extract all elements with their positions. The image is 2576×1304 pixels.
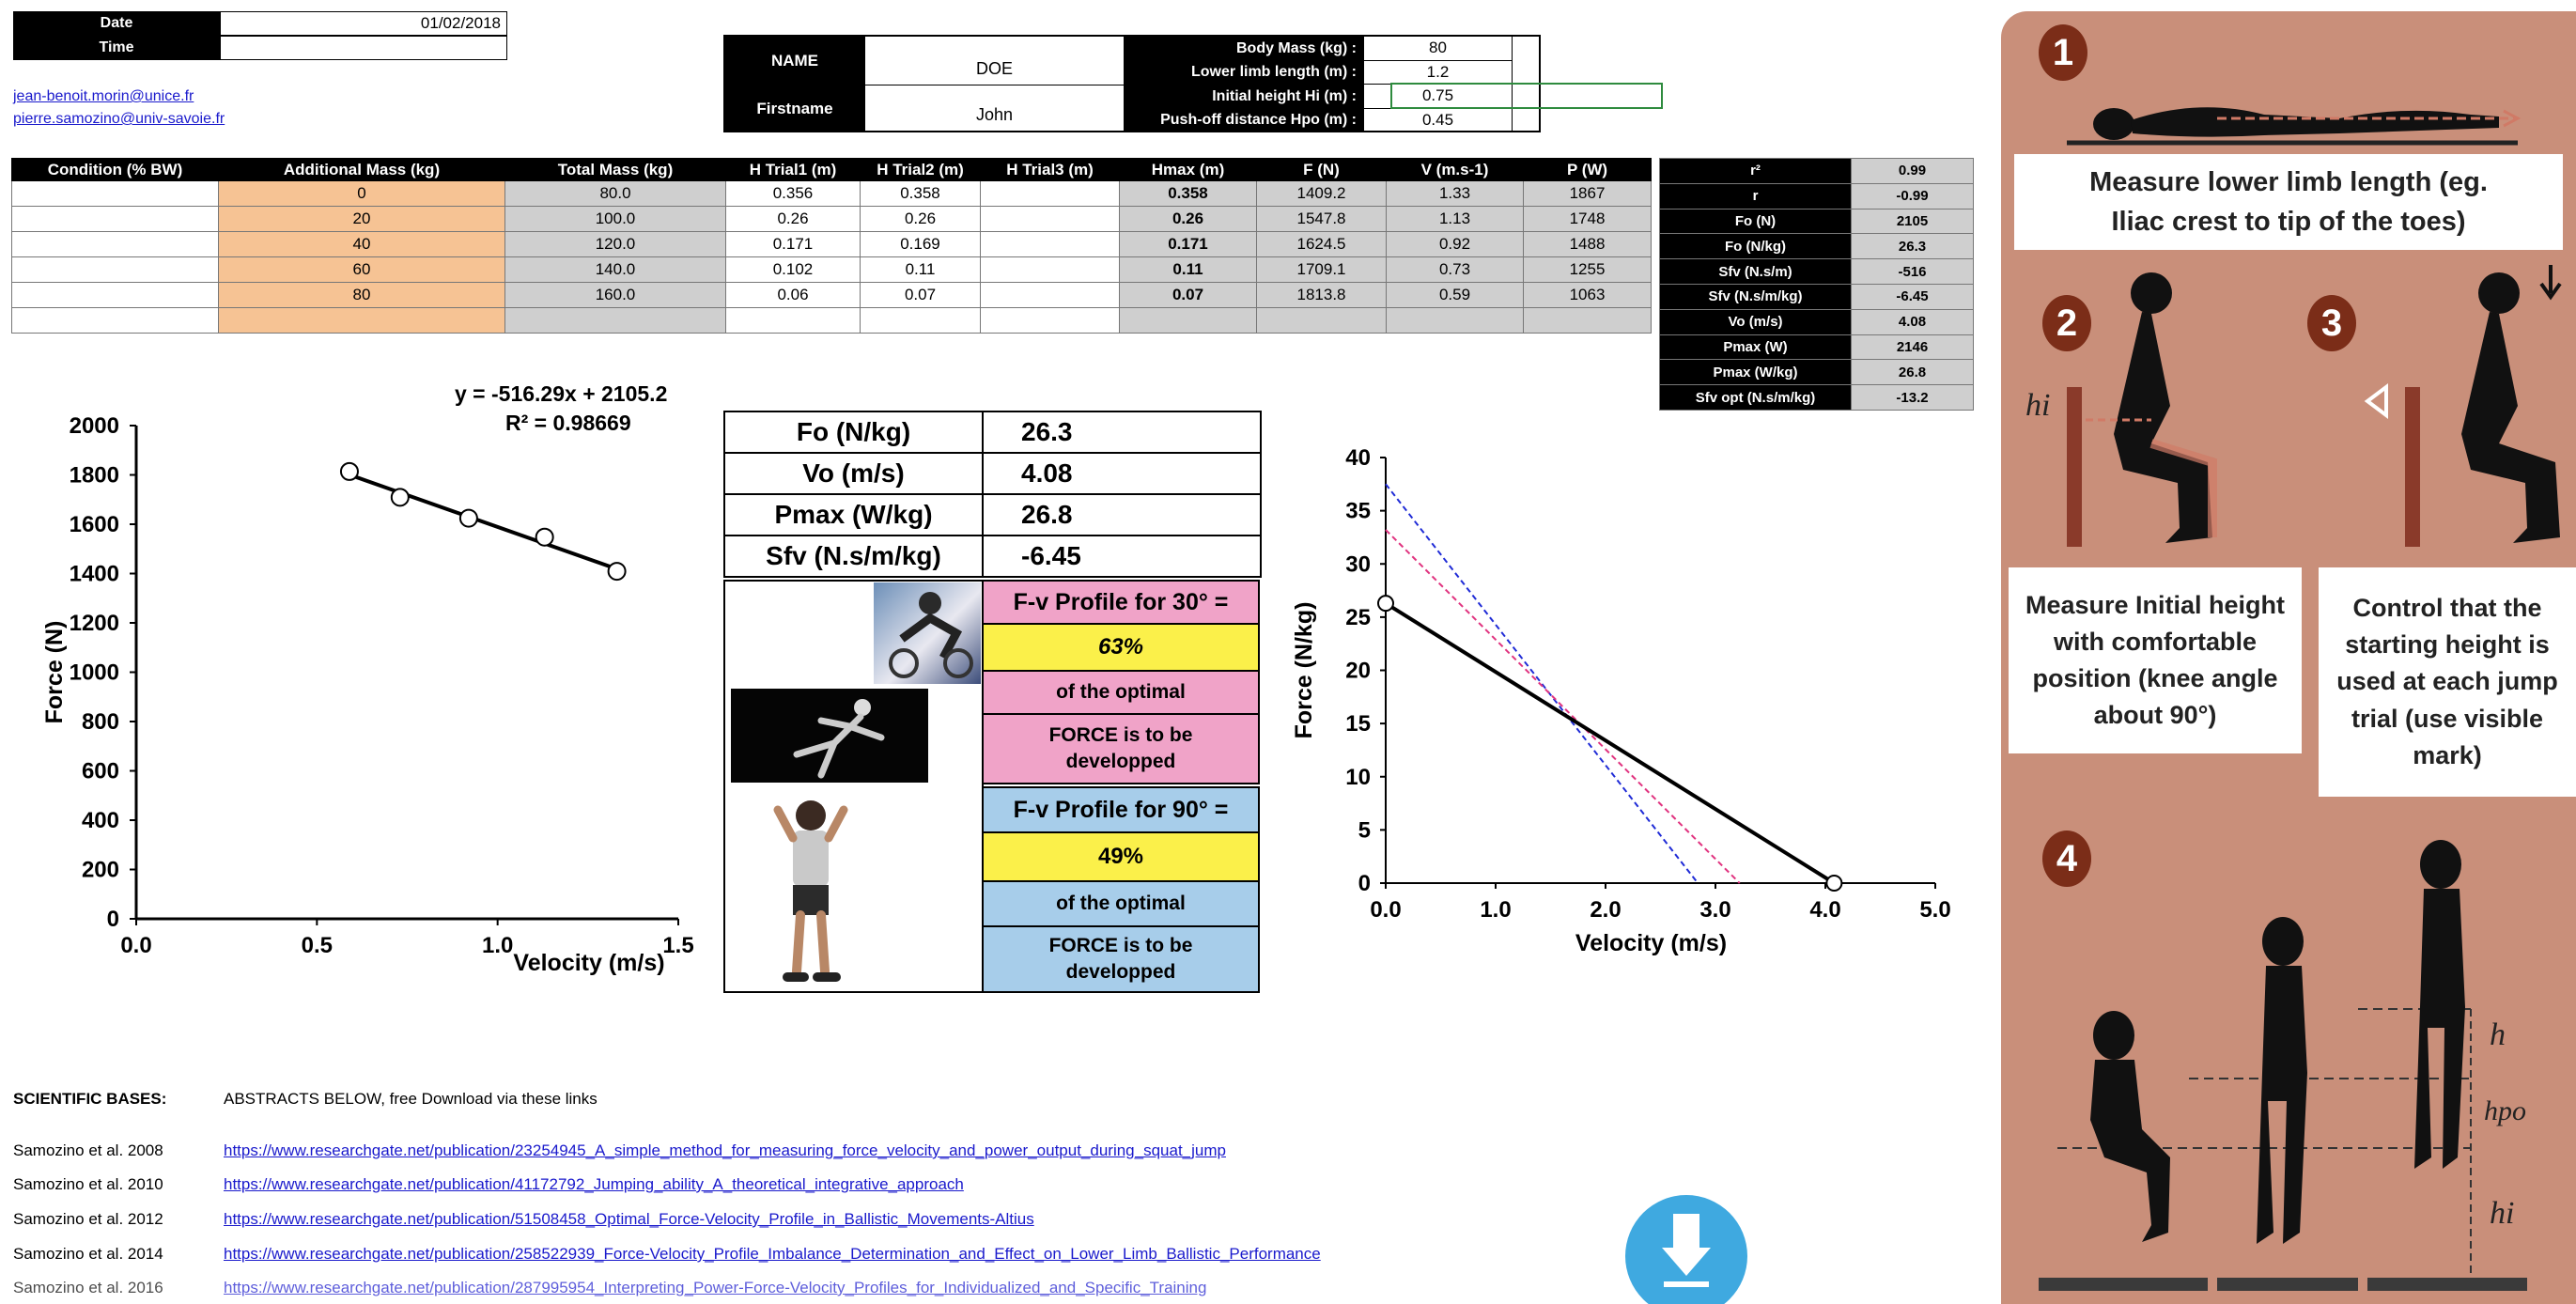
date-label: Date bbox=[13, 11, 220, 36]
cell-condition[interactable] bbox=[12, 207, 219, 232]
cell-h-trial1[interactable]: 0.171 bbox=[726, 232, 861, 257]
y-tick-label: 2000 bbox=[69, 413, 119, 439]
x-tick-label: 4.0 bbox=[1809, 897, 1841, 923]
cell-additional-mass[interactable]: 20 bbox=[219, 207, 505, 232]
y-tick-label: 0 bbox=[1358, 871, 1371, 896]
profile-label: Sfv (N.s/m/kg) bbox=[724, 536, 983, 577]
y-axis-title: Force (N/kg) bbox=[1291, 601, 1317, 739]
cell-additional-mass[interactable]: 80 bbox=[219, 283, 505, 308]
cell-hmax: 0.11 bbox=[1120, 257, 1257, 283]
stat-value: 2146 bbox=[1852, 334, 1974, 360]
ref-link[interactable]: https://www.researchgate.net/publication/258522939_Force-Velocity_Profile_Imbalance_Determination_and_Effect_on_Lower_Limb_Ballistic_Performance bbox=[224, 1245, 1321, 1263]
cell-additional-mass[interactable] bbox=[219, 308, 505, 334]
jumper-figure-icon bbox=[759, 791, 862, 988]
cell-additional-mass[interactable]: 60 bbox=[219, 257, 505, 283]
profile-row bbox=[724, 536, 1261, 577]
x-tick-label: 1.5 bbox=[662, 933, 694, 958]
stat-label: Pmax (W) bbox=[1660, 334, 1852, 360]
email-link-morin[interactable]: jean-benoit.morin@unice.fr bbox=[13, 88, 194, 104]
cell-additional-mass[interactable]: 0 bbox=[219, 181, 505, 207]
regression-equation: y = -516.29x + 2105.2 bbox=[455, 381, 668, 406]
cell-power bbox=[1524, 308, 1652, 334]
x-tick-label: 5.0 bbox=[1919, 897, 1951, 923]
cell-condition[interactable] bbox=[12, 232, 219, 257]
cell-h-trial3[interactable] bbox=[981, 283, 1120, 308]
step-number-3: 3 bbox=[2307, 295, 2356, 351]
cell-velocity: 0.92 bbox=[1387, 232, 1524, 257]
profile-row bbox=[724, 494, 1261, 536]
x-axis-title: Velocity (m/s) bbox=[513, 950, 665, 976]
cell-total-mass: 100.0 bbox=[505, 207, 726, 232]
table-row bbox=[12, 207, 1652, 232]
cyclist-photo bbox=[874, 582, 981, 684]
y-tick-label: 35 bbox=[1345, 498, 1371, 524]
y-tick-label: 1000 bbox=[69, 660, 119, 686]
firstname-label: Firstname bbox=[725, 85, 864, 132]
col-condition: Condition (% BW) bbox=[12, 159, 219, 181]
col-power: P (W) bbox=[1524, 159, 1652, 181]
param-label-limb-length: Lower limb length (m) : bbox=[1124, 61, 1364, 85]
stat-label: Fo (N) bbox=[1660, 209, 1852, 234]
cell-velocity: 0.59 bbox=[1387, 283, 1524, 308]
cell-power: 1063 bbox=[1524, 283, 1652, 308]
cell-h-trial3[interactable] bbox=[981, 207, 1120, 232]
cell-h-trial3[interactable] bbox=[981, 308, 1120, 334]
x-axis-title: Velocity (m/s) bbox=[1575, 930, 1728, 956]
date-value[interactable]: 01/02/2018 bbox=[220, 11, 507, 36]
squat-figures-icon bbox=[2010, 246, 2574, 566]
regression-r2: R² = 0.98669 bbox=[505, 411, 631, 435]
ref-link[interactable]: https://www.researchgate.net/publication/41172792_Jumping_ability_A_theoretical_integrative_approach bbox=[224, 1175, 964, 1193]
cell-power: 1488 bbox=[1524, 232, 1652, 257]
stat-label: Vo (m/s) bbox=[1660, 309, 1852, 334]
lying-figure-icon bbox=[2029, 58, 2555, 162]
cell-velocity: 1.33 bbox=[1387, 181, 1524, 207]
ref-name: Samozino et al. 2010 bbox=[13, 1175, 163, 1193]
x-tick-label: 1.0 bbox=[1480, 897, 1512, 923]
stat-value: 2105 bbox=[1852, 209, 1974, 234]
profile-value: 26.3 bbox=[983, 411, 1261, 453]
profile-90-advice: FORCE is to be developped bbox=[982, 925, 1260, 993]
y-tick-label: 800 bbox=[81, 709, 119, 735]
fv-profile-chart bbox=[1278, 434, 1973, 979]
col-total-mass: Total Mass (kg) bbox=[505, 159, 726, 181]
selection-highlight bbox=[1390, 83, 1663, 109]
cell-power: 1255 bbox=[1524, 257, 1652, 283]
profile-90-optimal: of the optimal bbox=[982, 880, 1260, 927]
cell-h-trial1[interactable]: 0.06 bbox=[726, 283, 861, 308]
squat-jump-photo bbox=[759, 791, 862, 988]
cell-total-mass bbox=[505, 308, 726, 334]
sprinter-figure-icon bbox=[731, 689, 928, 783]
hi-label-step4: hi bbox=[2490, 1196, 2515, 1231]
profile-row bbox=[724, 411, 1261, 453]
cell-power: 1867 bbox=[1524, 181, 1652, 207]
force-velocity-chart bbox=[0, 404, 714, 1005]
ref-link[interactable]: https://www.researchgate.net/publication/23254945_A_simple_method_for_measuring_force_velocity_and_power_output_during_squat_jump bbox=[224, 1141, 1226, 1159]
stats-row bbox=[1660, 183, 1974, 209]
param-value-limb-length[interactable]: 1.2 bbox=[1364, 61, 1513, 85]
y-tick-label: 1800 bbox=[69, 462, 119, 489]
cell-hmax: 0.358 bbox=[1120, 181, 1257, 207]
cell-force: 1624.5 bbox=[1257, 232, 1387, 257]
stat-label: Pmax (W/kg) bbox=[1660, 360, 1852, 385]
ref-name: Samozino et al. 2016 bbox=[13, 1279, 163, 1296]
ref-name: Samozino et al. 2008 bbox=[13, 1141, 163, 1159]
y-tick-label: 25 bbox=[1345, 604, 1371, 630]
y-tick-label: 30 bbox=[1345, 551, 1371, 578]
step2-note: Measure Initial height with comfortable position (knee angle about 90°) bbox=[2009, 567, 2302, 753]
data-point bbox=[460, 510, 477, 527]
cell-h-trial2[interactable]: 0.26 bbox=[861, 207, 981, 232]
param-value-pushoff[interactable]: 0.45 bbox=[1364, 109, 1513, 133]
download-arrow-icon bbox=[1658, 1214, 1715, 1298]
sprinter-photo bbox=[731, 689, 928, 783]
x-tick-label: 1.0 bbox=[481, 933, 514, 958]
profile-label: Vo (m/s) bbox=[724, 453, 983, 494]
cell-force: 1813.8 bbox=[1257, 283, 1387, 308]
y-tick-label: 0 bbox=[106, 907, 119, 932]
data-point bbox=[341, 463, 358, 480]
cell-h-trial2[interactable]: 0.07 bbox=[861, 283, 981, 308]
jump-data-table bbox=[11, 158, 1652, 334]
profile-90-percent: 49% bbox=[982, 831, 1260, 882]
col-velocity: V (m.s-1) bbox=[1387, 159, 1524, 181]
stat-label: r bbox=[1660, 183, 1852, 209]
profile-30-advice: FORCE is to be developped bbox=[982, 713, 1260, 784]
cell-h-trial3[interactable] bbox=[981, 181, 1120, 207]
col-h-trial1: H Trial1 (m) bbox=[726, 159, 861, 181]
stat-label: r² bbox=[1660, 159, 1852, 184]
profile-label: Fo (N/kg) bbox=[724, 411, 983, 453]
cell-force: 1547.8 bbox=[1257, 207, 1387, 232]
profile-value: -6.45 bbox=[983, 536, 1261, 577]
col-hmax: Hmax (m) bbox=[1120, 159, 1257, 181]
hpo-label: hpo bbox=[2484, 1095, 2526, 1126]
stats-row bbox=[1660, 334, 1974, 360]
table-row bbox=[12, 232, 1652, 257]
table-row bbox=[12, 181, 1652, 207]
table-row bbox=[12, 257, 1652, 283]
optimal-profile-line-2 bbox=[1386, 530, 1740, 883]
cell-hmax: 0.26 bbox=[1120, 207, 1257, 232]
profile-table bbox=[723, 411, 1262, 578]
x-tick-label: 2.0 bbox=[1590, 897, 1622, 923]
cell-force bbox=[1257, 308, 1387, 334]
actual-profile-line bbox=[1386, 603, 1834, 883]
cell-h-trial2[interactable] bbox=[861, 308, 981, 334]
stat-value: -0.99 bbox=[1852, 183, 1974, 209]
profile-endpoint bbox=[1826, 876, 1841, 891]
y-axis-title: Force (N) bbox=[41, 620, 68, 724]
param-label-initial-height: Initial height Hi (m) : bbox=[1124, 85, 1364, 109]
cell-condition[interactable] bbox=[12, 257, 219, 283]
profile-30-title: F-v Profile for 30° = bbox=[982, 580, 1260, 625]
time-label: Time bbox=[13, 36, 220, 60]
y-tick-label: 1400 bbox=[69, 561, 119, 587]
profile-label: Pmax (W/kg) bbox=[724, 494, 983, 536]
y-tick-label: 40 bbox=[1345, 445, 1371, 471]
data-point bbox=[392, 489, 409, 505]
profile-90-title: F-v Profile for 90° = bbox=[982, 786, 1260, 833]
col-additional-mass: Additional Mass (kg) bbox=[219, 159, 505, 181]
name-value[interactable]: DOE bbox=[864, 37, 1124, 85]
cell-total-mass: 80.0 bbox=[505, 181, 726, 207]
cell-velocity: 1.13 bbox=[1387, 207, 1524, 232]
firstname-value[interactable]: John bbox=[864, 85, 1124, 132]
cell-hmax bbox=[1120, 308, 1257, 334]
cyclist-figure-icon bbox=[874, 582, 981, 684]
ref-link[interactable]: https://www.researchgate.net/publication/51508458_Optimal_Force-Velocity_Profile_in_Ballistic_Movements-Altius bbox=[224, 1210, 1034, 1228]
time-value[interactable] bbox=[220, 36, 507, 60]
ref-name: Samozino et al. 2014 bbox=[13, 1245, 163, 1263]
profile-value: 4.08 bbox=[983, 453, 1261, 494]
data-point bbox=[609, 563, 626, 580]
table-row bbox=[12, 283, 1652, 308]
stats-row bbox=[1660, 284, 1974, 309]
profile-row bbox=[724, 453, 1261, 494]
cell-h-trial3[interactable] bbox=[981, 257, 1120, 283]
cell-condition[interactable] bbox=[12, 181, 219, 207]
col-h-trial2: H Trial2 (m) bbox=[861, 159, 981, 181]
stat-value: 4.08 bbox=[1852, 309, 1974, 334]
stat-label: Sfv (N.s/m) bbox=[1660, 259, 1852, 285]
jump-phases-icon bbox=[2001, 819, 2576, 1304]
stat-label: Sfv opt (N.s/m/kg) bbox=[1660, 385, 1852, 411]
y-tick-label: 200 bbox=[81, 857, 119, 883]
y-tick-label: 600 bbox=[81, 758, 119, 784]
cell-h-trial3[interactable] bbox=[981, 232, 1120, 257]
stat-value: 26.8 bbox=[1852, 360, 1974, 385]
fv-stats-table bbox=[1659, 158, 1974, 411]
param-label-body-mass: Body Mass (kg) : bbox=[1124, 37, 1364, 61]
cell-force: 1409.2 bbox=[1257, 181, 1387, 207]
col-h-trial3: H Trial3 (m) bbox=[981, 159, 1120, 181]
trendline bbox=[349, 474, 617, 568]
cell-hmax: 0.07 bbox=[1120, 283, 1257, 308]
x-tick-label: 0.5 bbox=[301, 933, 334, 958]
cell-h-trial2[interactable]: 0.169 bbox=[861, 232, 981, 257]
stat-value: 26.3 bbox=[1852, 234, 1974, 259]
stats-row bbox=[1660, 159, 1974, 184]
x-tick-label: 0.0 bbox=[1370, 897, 1402, 923]
stats-row bbox=[1660, 385, 1974, 411]
stats-row bbox=[1660, 360, 1974, 385]
stat-value: 0.99 bbox=[1852, 159, 1974, 184]
download-button[interactable] bbox=[1625, 1195, 1747, 1304]
y-tick-label: 5 bbox=[1358, 817, 1371, 844]
stats-row bbox=[1660, 309, 1974, 334]
cell-h-trial1[interactable] bbox=[726, 308, 861, 334]
stat-value: -6.45 bbox=[1852, 284, 1974, 309]
param-label-pushoff: Push-off distance Hpo (m) : bbox=[1124, 109, 1364, 133]
y-tick-label: 400 bbox=[81, 808, 119, 833]
y-tick-label: 10 bbox=[1345, 764, 1371, 790]
y-tick-label: 15 bbox=[1345, 711, 1371, 737]
param-value-initial-height[interactable]: 0.75 bbox=[1364, 85, 1513, 109]
param-value-body-mass[interactable]: 80 bbox=[1364, 37, 1513, 61]
stats-row bbox=[1660, 234, 1974, 259]
col-force: F (N) bbox=[1257, 159, 1387, 181]
cell-total-mass: 120.0 bbox=[505, 232, 726, 257]
cell-total-mass: 140.0 bbox=[505, 257, 726, 283]
hi-label: hi bbox=[2025, 388, 2051, 423]
name-label: NAME bbox=[725, 37, 864, 85]
stat-label: Sfv (N.s/m/kg) bbox=[1660, 284, 1852, 309]
data-point bbox=[536, 529, 553, 546]
ref-link[interactable]: https://www.researchgate.net/publication/287995954_Interpreting_Power-Force-Velocity_Profiles_for_Individualized_and_Specific_Training bbox=[224, 1279, 1207, 1296]
x-tick-label: 3.0 bbox=[1699, 897, 1731, 923]
step1-note: Measure lower limb length (eg. Iliac crest to tip of the toes) bbox=[2014, 154, 2563, 250]
cell-force: 1709.1 bbox=[1257, 257, 1387, 283]
cell-h-trial1[interactable]: 0.102 bbox=[726, 257, 861, 283]
cell-h-trial1[interactable]: 0.26 bbox=[726, 207, 861, 232]
profile-value: 26.8 bbox=[983, 494, 1261, 536]
table-header-row bbox=[12, 159, 1652, 181]
email-link-samozino[interactable]: pierre.samozino@univ-savoie.fr bbox=[13, 111, 225, 127]
stats-row bbox=[1660, 209, 1974, 234]
step3-note: Control that the starting height is used at each jump trial (use visible mark) bbox=[2319, 567, 2576, 797]
protocol-illustration-panel bbox=[2001, 11, 2576, 1304]
y-tick-label: 20 bbox=[1345, 658, 1371, 684]
x-tick-label: 0.0 bbox=[120, 933, 152, 958]
stats-row bbox=[1660, 259, 1974, 285]
cell-h-trial1[interactable]: 0.356 bbox=[726, 181, 861, 207]
cell-power: 1748 bbox=[1524, 207, 1652, 232]
step-number-2: 2 bbox=[2042, 295, 2091, 351]
cell-condition[interactable] bbox=[12, 283, 219, 308]
stat-value: -516 bbox=[1852, 259, 1974, 285]
profile-endpoint bbox=[1378, 596, 1393, 611]
cell-hmax: 0.171 bbox=[1120, 232, 1257, 257]
optimal-profile-line-1 bbox=[1386, 484, 1698, 883]
h-label: h bbox=[2490, 1017, 2506, 1052]
cell-velocity: 0.73 bbox=[1387, 257, 1524, 283]
cell-additional-mass[interactable]: 40 bbox=[219, 232, 505, 257]
y-tick-label: 1600 bbox=[69, 512, 119, 537]
stat-value: -13.2 bbox=[1852, 385, 1974, 411]
cell-condition[interactable] bbox=[12, 308, 219, 334]
cell-total-mass: 160.0 bbox=[505, 283, 726, 308]
table-row bbox=[12, 308, 1652, 334]
references-title: SCIENTIFIC BASES: bbox=[13, 1090, 167, 1108]
profile-30-percent: 63% bbox=[982, 623, 1260, 672]
ref-name: Samozino et al. 2012 bbox=[13, 1210, 163, 1228]
profile-30-optimal: of the optimal bbox=[982, 670, 1260, 715]
cell-h-trial2[interactable]: 0.11 bbox=[861, 257, 981, 283]
cell-velocity bbox=[1387, 308, 1524, 334]
step-number-4: 4 bbox=[2042, 831, 2091, 887]
references-subtitle: ABSTRACTS BELOW, free Download via these links bbox=[224, 1090, 597, 1108]
stat-label: Fo (N/kg) bbox=[1660, 234, 1852, 259]
cell-h-trial2[interactable]: 0.358 bbox=[861, 181, 981, 207]
y-tick-label: 1200 bbox=[69, 611, 119, 636]
step-number-1: 1 bbox=[2039, 24, 2087, 81]
